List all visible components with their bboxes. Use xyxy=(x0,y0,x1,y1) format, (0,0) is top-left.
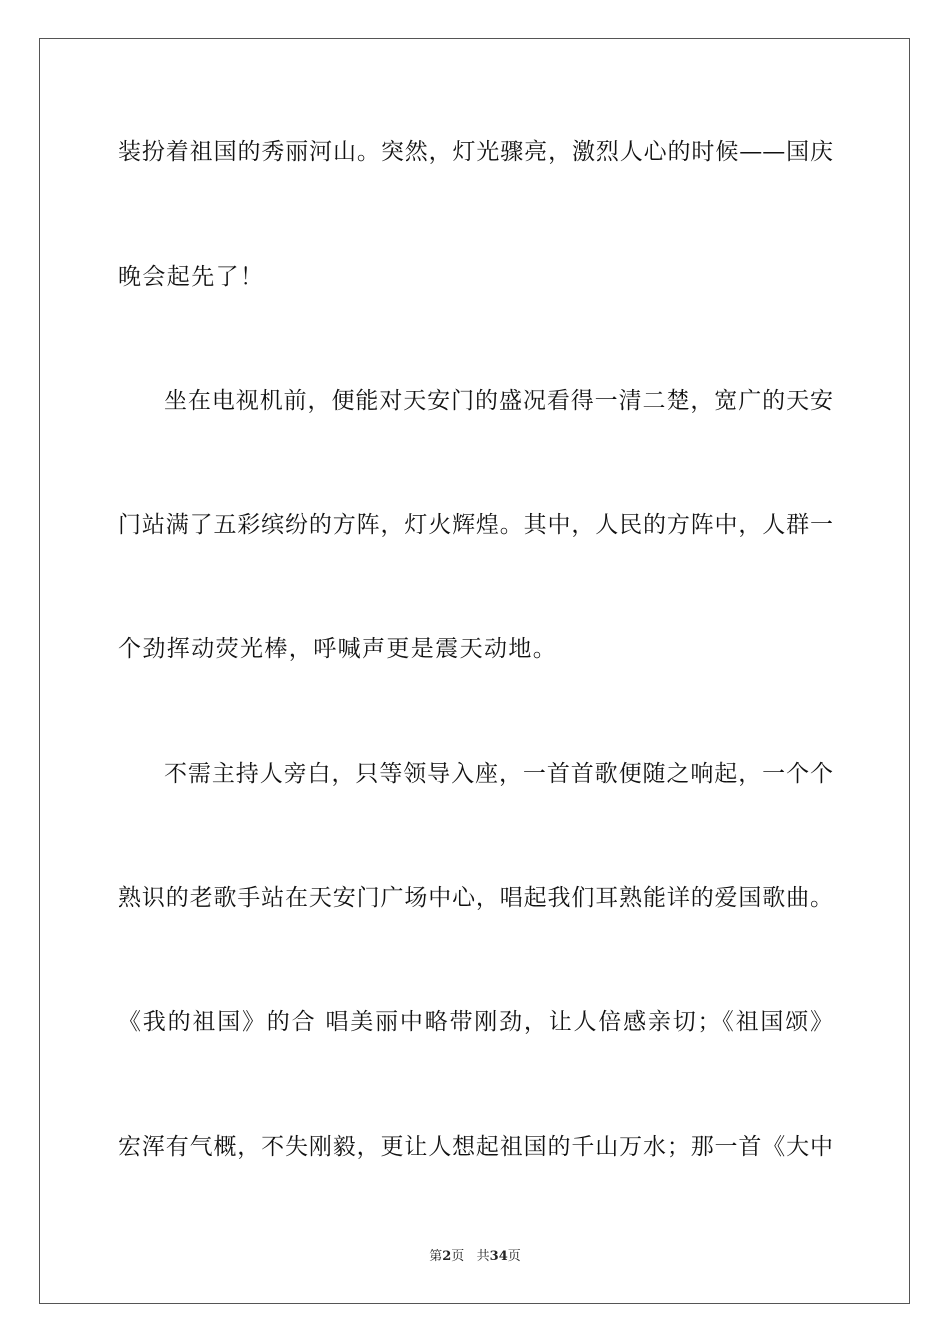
footer-prefix: 第 xyxy=(429,1249,443,1264)
text-line: 个劲挥动荧光棒，呼喊声更是震天动地。 xyxy=(118,636,558,662)
text-line: 坐在电视机前，便能对天安门的盛况看得一清二楚，宽广的天安 xyxy=(164,388,833,414)
page-footer xyxy=(0,1248,950,1266)
page-border xyxy=(39,38,910,1304)
text-line: 《我的祖国》的合 唱美丽中略带刚劲，让人倍感亲切；《祖国颂》 xyxy=(118,1009,833,1035)
current-page-number: 2 xyxy=(442,1249,452,1264)
text-line: 晚会起先了！ xyxy=(118,264,265,290)
footer-mid: 页 共 xyxy=(451,1249,490,1264)
text-line: 门站满了五彩缤纷的方阵，灯火辉煌。其中，人民的方阵中，人群一 xyxy=(118,512,833,538)
text-line: 装扮着祖国的秀丽河山。突然，灯光骤亮，激烈人心的时候——国庆 xyxy=(118,139,833,165)
text-line: 不需主持人旁白，只等领导入座，一首首歌便随之响起，一个个 xyxy=(164,761,833,787)
total-page-count: 34 xyxy=(489,1249,508,1264)
text-line: 宏浑有气概，不失刚毅，更让人想起祖国的千山万水；那一首《大中 xyxy=(118,1134,833,1160)
text-line: 熟识的老歌手站在天安门广场中心，唱起我们耳熟能详的爱国歌曲。 xyxy=(118,885,833,911)
footer-suffix: 页 xyxy=(507,1249,521,1264)
